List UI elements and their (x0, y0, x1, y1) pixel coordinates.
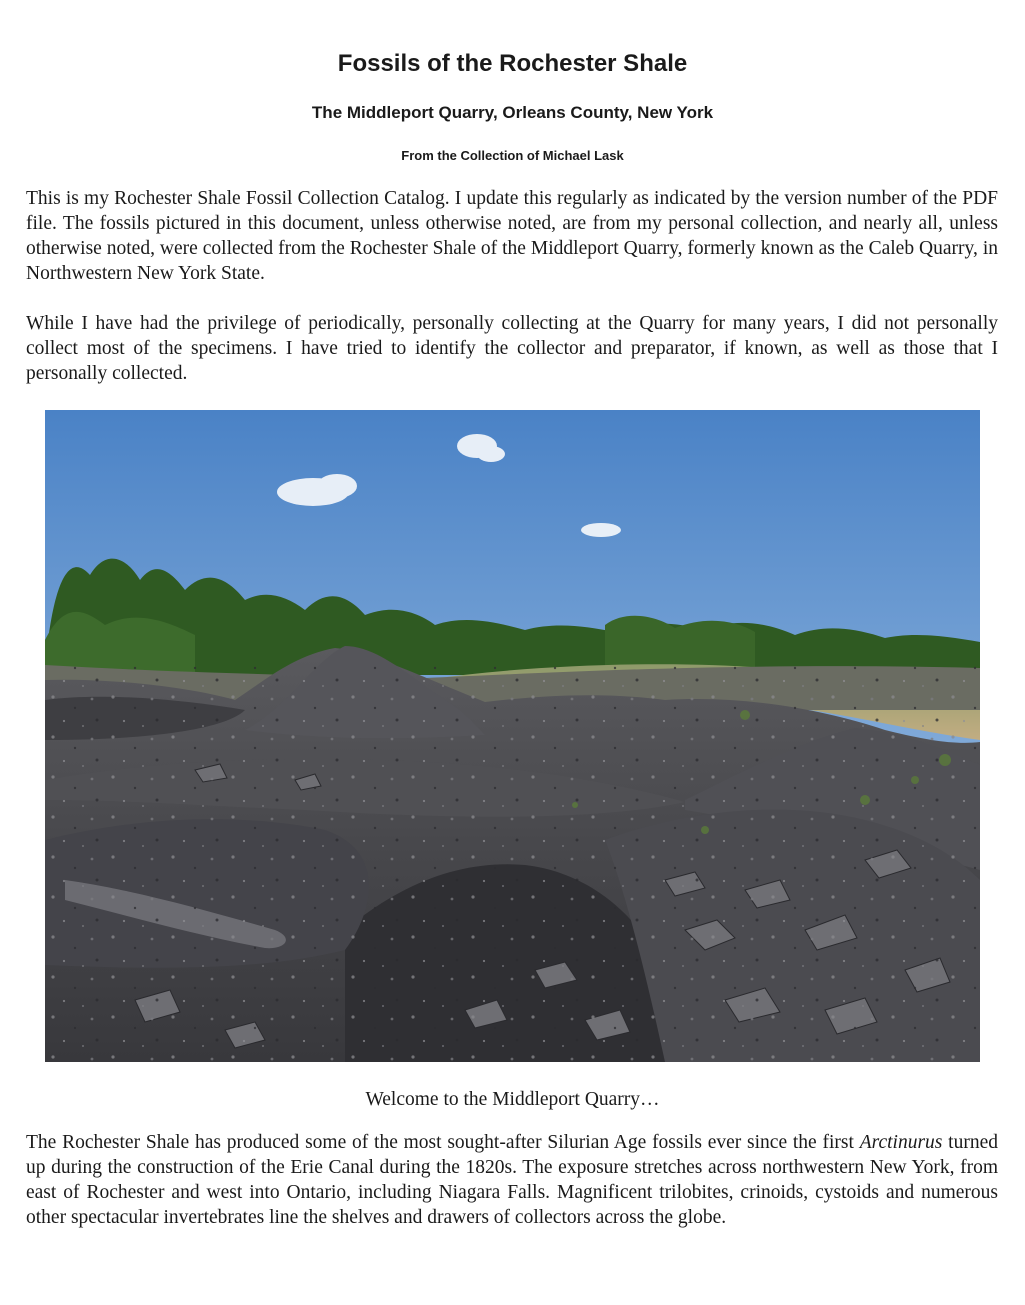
body-text-start: The Rochester Shale has produced some of the most sought-after Silurian Age fossils ever since the first (26, 1132, 860, 1153)
document-subtitle: The Middleport Quarry, Orleans County, New York (311, 103, 714, 122)
intro-paragraph-1: This is my Rochester Shale Fossil Collection Catalog. I update this regularly as indicated by the version number of the PDF file. The fossils pictured in this document, unless otherwise noted, are from my personal collection, and nearly all, unless otherwise noted, were collected from the Rochester Shale of the Middleport Quarry, formerly known as the Caleb Quarry, in Northwestern New York State. (26, 188, 998, 284)
intro-paragraph-2: While I have had the privilege of periodically, personally collecting at the Quarry for many years, I did not personally collect most of the specimens. I have tried to identify the collector and preparator, if known, as well as those that I personally collected. (26, 313, 998, 384)
body-text-end: turned up during the construction of the Erie Canal during the 1820s. The exposure stretches across northwestern New York, from east of Rochester and west into Ontario, including Niagara Falls. Magnificent trilobites, crinoids, cystoids and numerous other spectacular invertebrates line the shelves and drawers of collectors across the globe. (26, 1132, 998, 1228)
quarry-photo (45, 410, 980, 1062)
document-title: Fossils of the Rochester Shale (337, 50, 688, 77)
collection-byline: From the Collection of Michael Lask (401, 148, 624, 163)
body-paragraph (26, 1130, 998, 1230)
photo-caption: Welcome to the Middleport Quarry… (365, 1089, 660, 1110)
arctinurus-name: Arctinurus (859, 1132, 943, 1153)
